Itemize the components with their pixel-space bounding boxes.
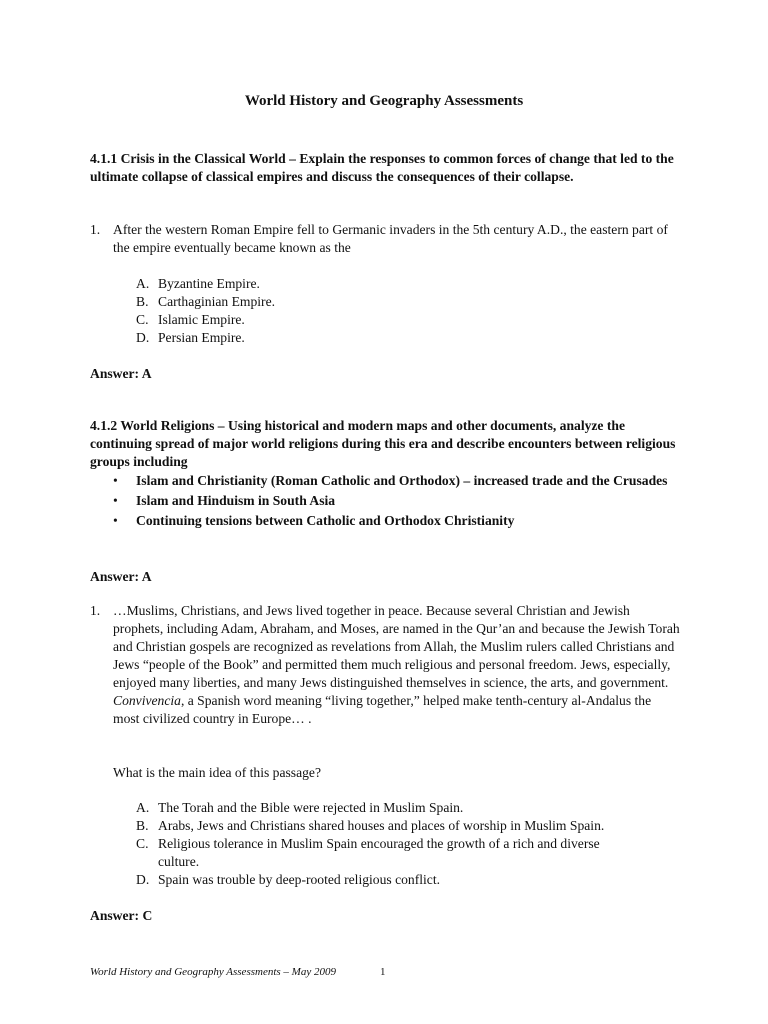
- footer-text: World History and Geography Assessments – May 2009: [90, 966, 336, 978]
- question-text: After the western Roman Empire fell to Germanic invaders in the 5th century A.D., the eastern part of the empire eventually became known as the: [113, 222, 668, 255]
- question-number: 1.: [90, 222, 101, 237]
- section2-options: [136, 799, 666, 889]
- option-a: A. Byzantine Empire.: [136, 276, 260, 291]
- bullet-item: • Continuing tensions between Catholic and Orthodox Christianity: [113, 513, 515, 528]
- section1-options: [136, 275, 666, 347]
- option-b: B. Carthaginian Empire.: [136, 294, 276, 309]
- option-d: D. Persian Empire.: [136, 330, 245, 345]
- page-title: World History and Geography Assessments: [244, 93, 524, 109]
- option-d: D. Spain was trouble by deep-rooted religious conflict.: [136, 872, 440, 887]
- section1-answer: Answer: A: [90, 366, 152, 381]
- option-c: C. Islamic Empire.: [136, 312, 245, 327]
- section2-answer: Answer: A: [90, 569, 152, 584]
- section2-bullets: [113, 472, 673, 532]
- option-a: A. The Torah and the Bible were rejected in Muslim Spain.: [136, 800, 464, 815]
- question-number: 1.: [90, 603, 101, 618]
- section2-answer-2: Answer: C: [90, 908, 153, 923]
- section2-question: [90, 602, 680, 728]
- question-prompt: What is the main idea of this passage?: [113, 765, 321, 780]
- section2-heading: 4.1.2 World Religions – Using historical and modern maps and other documents, analyze the continuing spread of major world religions during this era and describe encounters between religious groups including: [90, 418, 676, 469]
- section1-heading: 4.1.1 Crisis in the Classical World – Explain the responses to common forces of change that led to the ultimate collapse of classical empires and discuss the consequences of their collapse.: [90, 151, 674, 184]
- section1-question: [90, 221, 680, 257]
- passage-text: …Muslims, Christians, and Jews lived together in peace. Because several Christian and Jewish prophets, including Adam, Abraham, and Moses, are named in the Qur’an and because the Jewish Torah and Christian gospels are recognized as revelations from Allah, the Muslim rulers called Christians and Jews “people of the Book” and permitted them much religious and personal freedom. Jews, especially, enjoyed many liberties, and many Jews distinguished themselves in science, the arts, and government. Convivencia, a Spanish word meaning “living together,” helped make tenth-century al-Andalus the most civilized country in Europe… .: [113, 603, 680, 726]
- page-number: 1: [380, 966, 386, 978]
- option-c: C. Religious tolerance in Muslim Spain encouraged the growth of a rich and diverse culture.: [136, 836, 600, 869]
- bullet-item: • Islam and Christianity (Roman Catholic and Orthodox) – increased trade and the Crusades: [113, 473, 668, 488]
- option-b: B. Arabs, Jews and Christians shared houses and places of worship in Muslim Spain.: [136, 818, 605, 833]
- bullet-item: • Islam and Hinduism in South Asia: [113, 493, 336, 508]
